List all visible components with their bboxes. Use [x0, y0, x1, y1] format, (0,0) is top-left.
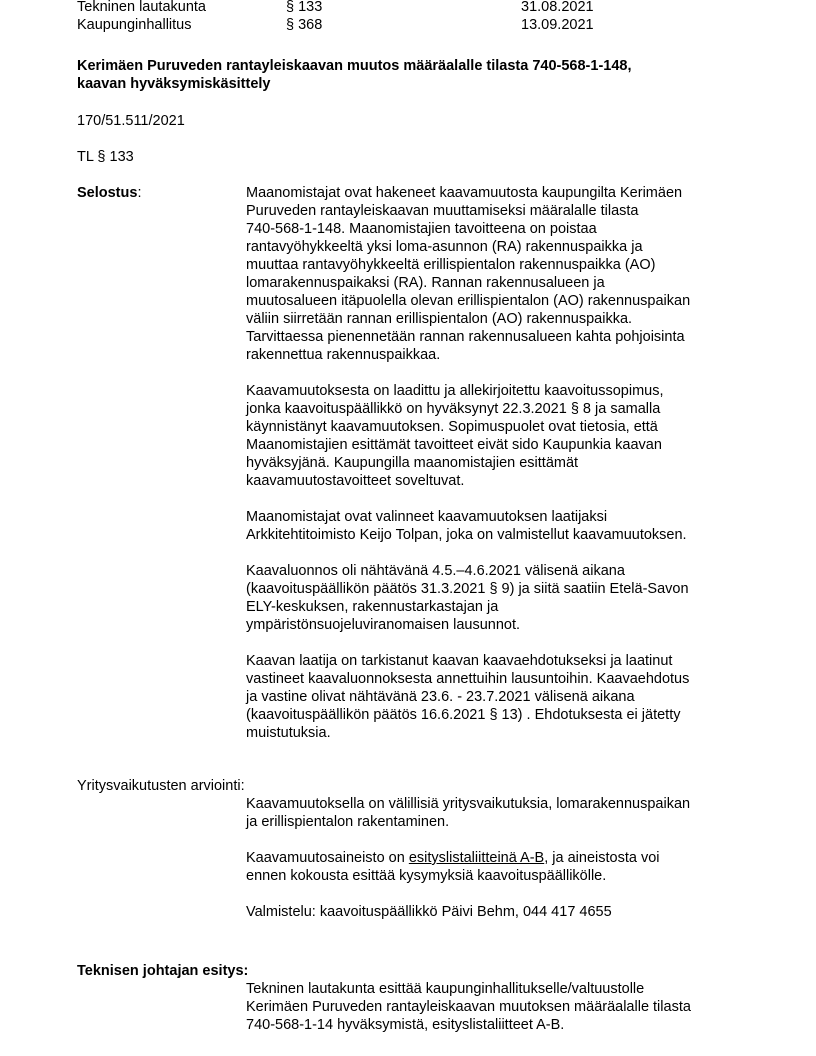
selostus-paragraph: Maanomistajat ovat valinneet kaavamuutoksen laatijaksi Arkkitehtitoimisto Keijo Tolpan, joka on valmistellut kaavamuutoksen.	[246, 509, 687, 543]
selostus-paragraph: Maanomistajat ovat hakeneet kaavamuutosta kaupungilta Kerimäen Puruveden rantayleiskaavan muuttamiseksi määralalle tilasta 740-568-1-148. Maanomistajien tavoitteena on poistaa rantavyöhykkeeltä yksi loma-asunnon (RA) rakennuspaikka ja muuttaa rantavyöhykkeeltä erillispientalon rakennuspaikka (AO) lomarakennuspaikaksi (RA). Rannan rakennusalueen ja muutosalueen itäpuolella olevan erillispientalon (AO) rakennuspaikan väliin siirretään rannan erillispientalon (AO) rakennuspaikka. Tarvittaessa pienennetään rannan rakennusalueen kahta pohjoisinta rakennettua rakennuspaikkaa.	[246, 185, 691, 363]
section-reference: TL § 133	[77, 149, 134, 165]
selostus-paragraph: Kaavamuutoksesta on laadittu ja allekirjoitettu kaavoitussopimus, jonka kaavoituspäällikkö on hyväksynyt 22.3.2021 § 8 ja samalla käynnistänyt kaavamuutoksen. Sopimuspuolet ovat tietosia, että Maanomistajien esittämät tavoitteet eivät sido Kaupunkia kaavan hyväksyjänä. Kaupungilla maanomistajien esittämät kaavamuutostavoitteet soveltuvat.	[246, 383, 664, 489]
yritysvaikutukset-heading: Yritysvaikutusten arviointi:	[77, 778, 245, 794]
diary-number: 170/51.511/2021	[77, 113, 185, 129]
meeting-row	[77, 16, 637, 34]
meeting-body: Kaupunginhallitus	[77, 17, 192, 33]
meeting-body: Tekninen lautakunta	[77, 0, 206, 15]
selostus-label-colon: :	[137, 185, 142, 201]
meeting-section: § 368	[286, 17, 323, 33]
esitys-heading	[77, 962, 248, 980]
selostus-label: Selostus	[77, 185, 138, 201]
selostus-body	[246, 184, 746, 760]
meeting-date: 13.09.2021	[521, 17, 594, 33]
meeting-date: 31.08.2021	[521, 0, 594, 15]
selostus-paragraph: Kaavan laatija on tarkistanut kaavan kaavaehdotukseksi ja laatinut vastineet kaavaluonnoksesta annettuihin lausuntoihin. Kaavaehdotus ja vastine olivat nähtävänä 23.6. - 23.7.2021 välisenä aikana (kaavoituspäällikön päätös 16.6.2021 § 13) . Ehdotuksesta ei jätetty muistutuksia.	[246, 653, 690, 741]
yritysvaikutukset-body	[246, 795, 746, 939]
attachments-link[interactable]: esityslistaliitteinä A-B	[408, 850, 545, 866]
preparer-line: Valmistelu: kaavoituspäällikkö Päivi Behm, 044 417 4655	[246, 904, 612, 920]
selostus-heading	[77, 184, 141, 202]
esitys-text: Tekninen lautakunta esittää kaupunginhallitukselle/valtuustolle Kerimäen Puruveden rantayleiskaavan muutoksen määräalalle tilasta 740-568-1-14 hyväksymistä, esityslistaliitteet A-B.	[246, 981, 691, 1033]
meeting-section: § 133	[286, 0, 323, 15]
yritysvaikutukset-paragraph: Kaavamuutoksella on välillisiä yritysvaikutuksia, lomarakennuspaikan ja erillispientalon rakentaminen.	[246, 796, 691, 830]
meeting-reference-table	[77, 0, 637, 34]
attachment-text-after: , ja aineistosta voi ennen kokousta esittää kysymyksiä kaavoituspäällikölle.	[246, 850, 660, 884]
esitys-body	[246, 980, 746, 1052]
selostus-paragraph: Kaavaluonnos oli nähtävänä 4.5.–4.6.2021 välisenä aikana (kaavoituspäällikön päätös 31.3.2021 § 9) ja siitä saatiin Etelä-Savon ELY-keskuksen, rakennustarkastajan ja ympäristönsuojeluviranomaisen lausunnot.	[246, 563, 689, 633]
attachment-paragraph	[246, 849, 746, 885]
meeting-row	[77, 0, 637, 16]
document-title: Kerimäen Puruveden rantayleiskaavan muutos määräalalle tilasta 740-568-1-148, kaavan hyväksymiskäsittely	[77, 58, 632, 92]
esitys-label: Teknisen johtajan esitys:	[77, 963, 249, 979]
attachment-text-before: Kaavamuutosaineisto on	[246, 850, 409, 866]
